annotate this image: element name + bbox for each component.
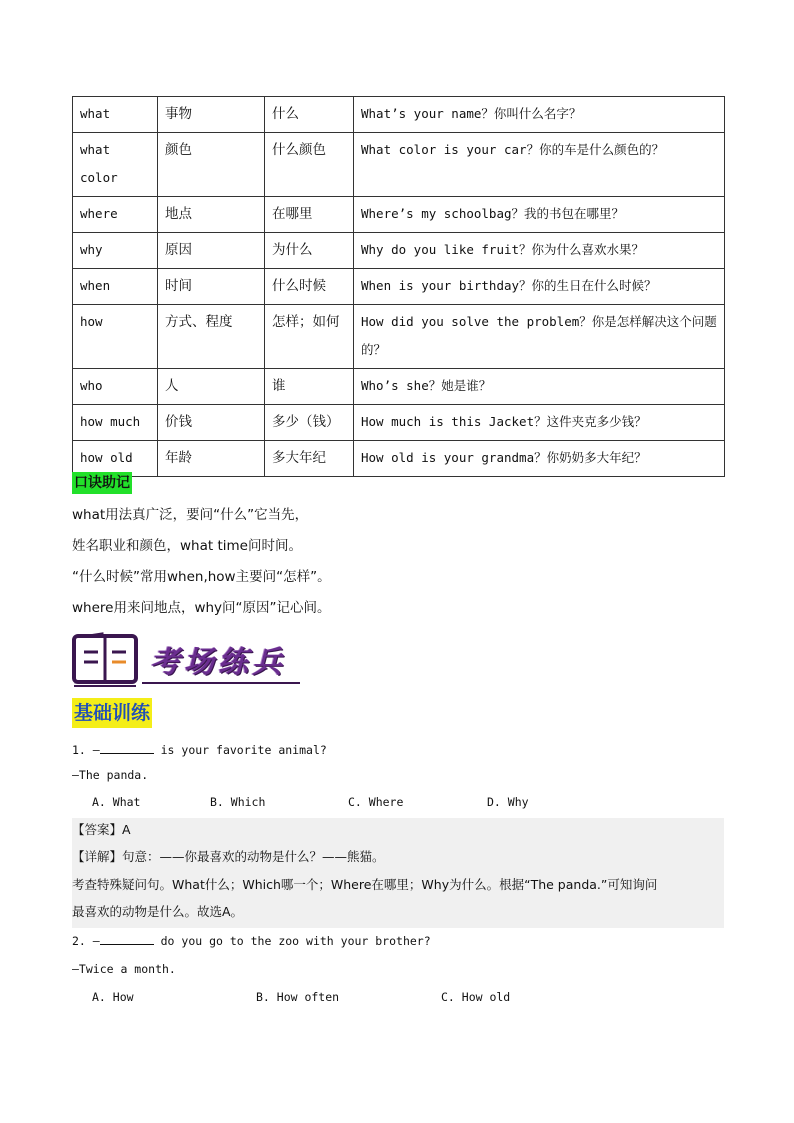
question-word-cell: where [73, 197, 158, 233]
explanation-line-1: 考查特殊疑问句。What什么；Which哪一个；Where在哪里；Why为什么。根据“The panda.”可知询问 [72, 877, 658, 892]
example-cell: Where’s my schoolbag？我的书包在哪里？ [354, 197, 725, 233]
banner-title: 考场练兵 [150, 645, 286, 680]
chinese-cell: 谁 [265, 369, 354, 405]
section-title: 基础训练 [72, 698, 152, 728]
option-a[interactable]: A. How [92, 990, 134, 1004]
question-1-reply: —The panda. [72, 768, 149, 782]
question-word-cell: how old [73, 441, 158, 477]
meaning-cell: 时间 [158, 269, 265, 305]
table-row [73, 405, 725, 441]
meaning-cell: 方式、程度 [158, 305, 265, 369]
meaning-cell: 年龄 [158, 441, 265, 477]
question-word-table [72, 96, 725, 477]
table-row [73, 197, 725, 233]
detail-line: 【详解】句意：——你最喜欢的动物是什么？——熊猫。 [72, 849, 385, 864]
chinese-cell: 多少（钱） [265, 405, 354, 441]
option-c[interactable]: C. Where [348, 795, 404, 809]
table-row [73, 305, 725, 369]
option-d[interactable]: D. Why [487, 795, 529, 809]
table-row [73, 97, 725, 133]
mnemonic-line-2: 姓名职业和颜色，what time问时间。 [72, 538, 302, 554]
meaning-cell: 地点 [158, 197, 265, 233]
mnemonic-line-3: “什么时候”常用when,how主要问“怎样”。 [72, 569, 331, 585]
meaning-cell: 人 [158, 369, 265, 405]
chinese-cell: 在哪里 [265, 197, 354, 233]
question-word-cell: who [73, 369, 158, 405]
question-2-reply: —Twice a month. [72, 962, 176, 976]
question-word-cell: how [73, 305, 158, 369]
meaning-cell: 价钱 [158, 405, 265, 441]
chinese-cell: 什么 [265, 97, 354, 133]
table-row [73, 269, 725, 305]
explanation-line-2: 最喜欢的动物是什么。故选A。 [72, 904, 244, 919]
question-word-cell: how much [73, 405, 158, 441]
option-c[interactable]: C. How old [441, 990, 511, 1004]
question-word-cell: what [73, 97, 158, 133]
example-cell: How much is this Jacket？这件夹克多少钱？ [354, 405, 725, 441]
answer-blank[interactable] [100, 741, 154, 754]
mnemonic-heading: 口诀助记 [72, 472, 132, 494]
option-b[interactable]: B. Which [210, 795, 266, 809]
answer-blank[interactable] [100, 932, 154, 945]
chinese-cell: 为什么 [265, 233, 354, 269]
table-row [73, 233, 725, 269]
table-row [73, 369, 725, 405]
meaning-cell: 原因 [158, 233, 265, 269]
chinese-cell: 什么时候 [265, 269, 354, 305]
example-cell: When is your birthday？你的生日在什么时候？ [354, 269, 725, 305]
table-row [73, 133, 725, 197]
chinese-cell: 什么颜色 [265, 133, 354, 197]
question-1-stem: 1. — is your favorite animal? [72, 743, 327, 757]
question-word-cell: why [73, 233, 158, 269]
example-cell: How old is your grandma？你奶奶多大年纪？ [354, 441, 725, 477]
option-b[interactable]: B. How often [256, 990, 340, 1004]
example-cell: What color is your car？你的车是什么颜色的？ [354, 133, 725, 197]
table-row [73, 441, 725, 477]
example-cell: How did you solve the problem？你是怎样解决这个问题的？ [354, 305, 725, 369]
chinese-cell: 怎样；如何 [265, 305, 354, 369]
option-a[interactable]: A. What [92, 795, 141, 809]
banner-underline [142, 682, 300, 684]
question-2-stem: 2. — do you go to the zoo with your brother? [72, 934, 431, 948]
example-cell: Who’s she？她是谁？ [354, 369, 725, 405]
meaning-cell: 颜色 [158, 133, 265, 197]
example-cell: Why do you like fruit？你为什么喜欢水果？ [354, 233, 725, 269]
question-word-cell: what color [73, 133, 158, 197]
answer-line: 【答案】A [72, 822, 131, 837]
mnemonic-line-4: where用来问地点，why问“原因”记心间。 [72, 600, 331, 616]
mnemonic-line-1: what用法真广泛，要问“什么”它当先， [72, 507, 309, 523]
question-word-cell: when [73, 269, 158, 305]
example-cell: What’s your name？你叫什么名字？ [354, 97, 725, 133]
chinese-cell: 多大年纪 [265, 441, 354, 477]
meaning-cell: 事物 [158, 97, 265, 133]
